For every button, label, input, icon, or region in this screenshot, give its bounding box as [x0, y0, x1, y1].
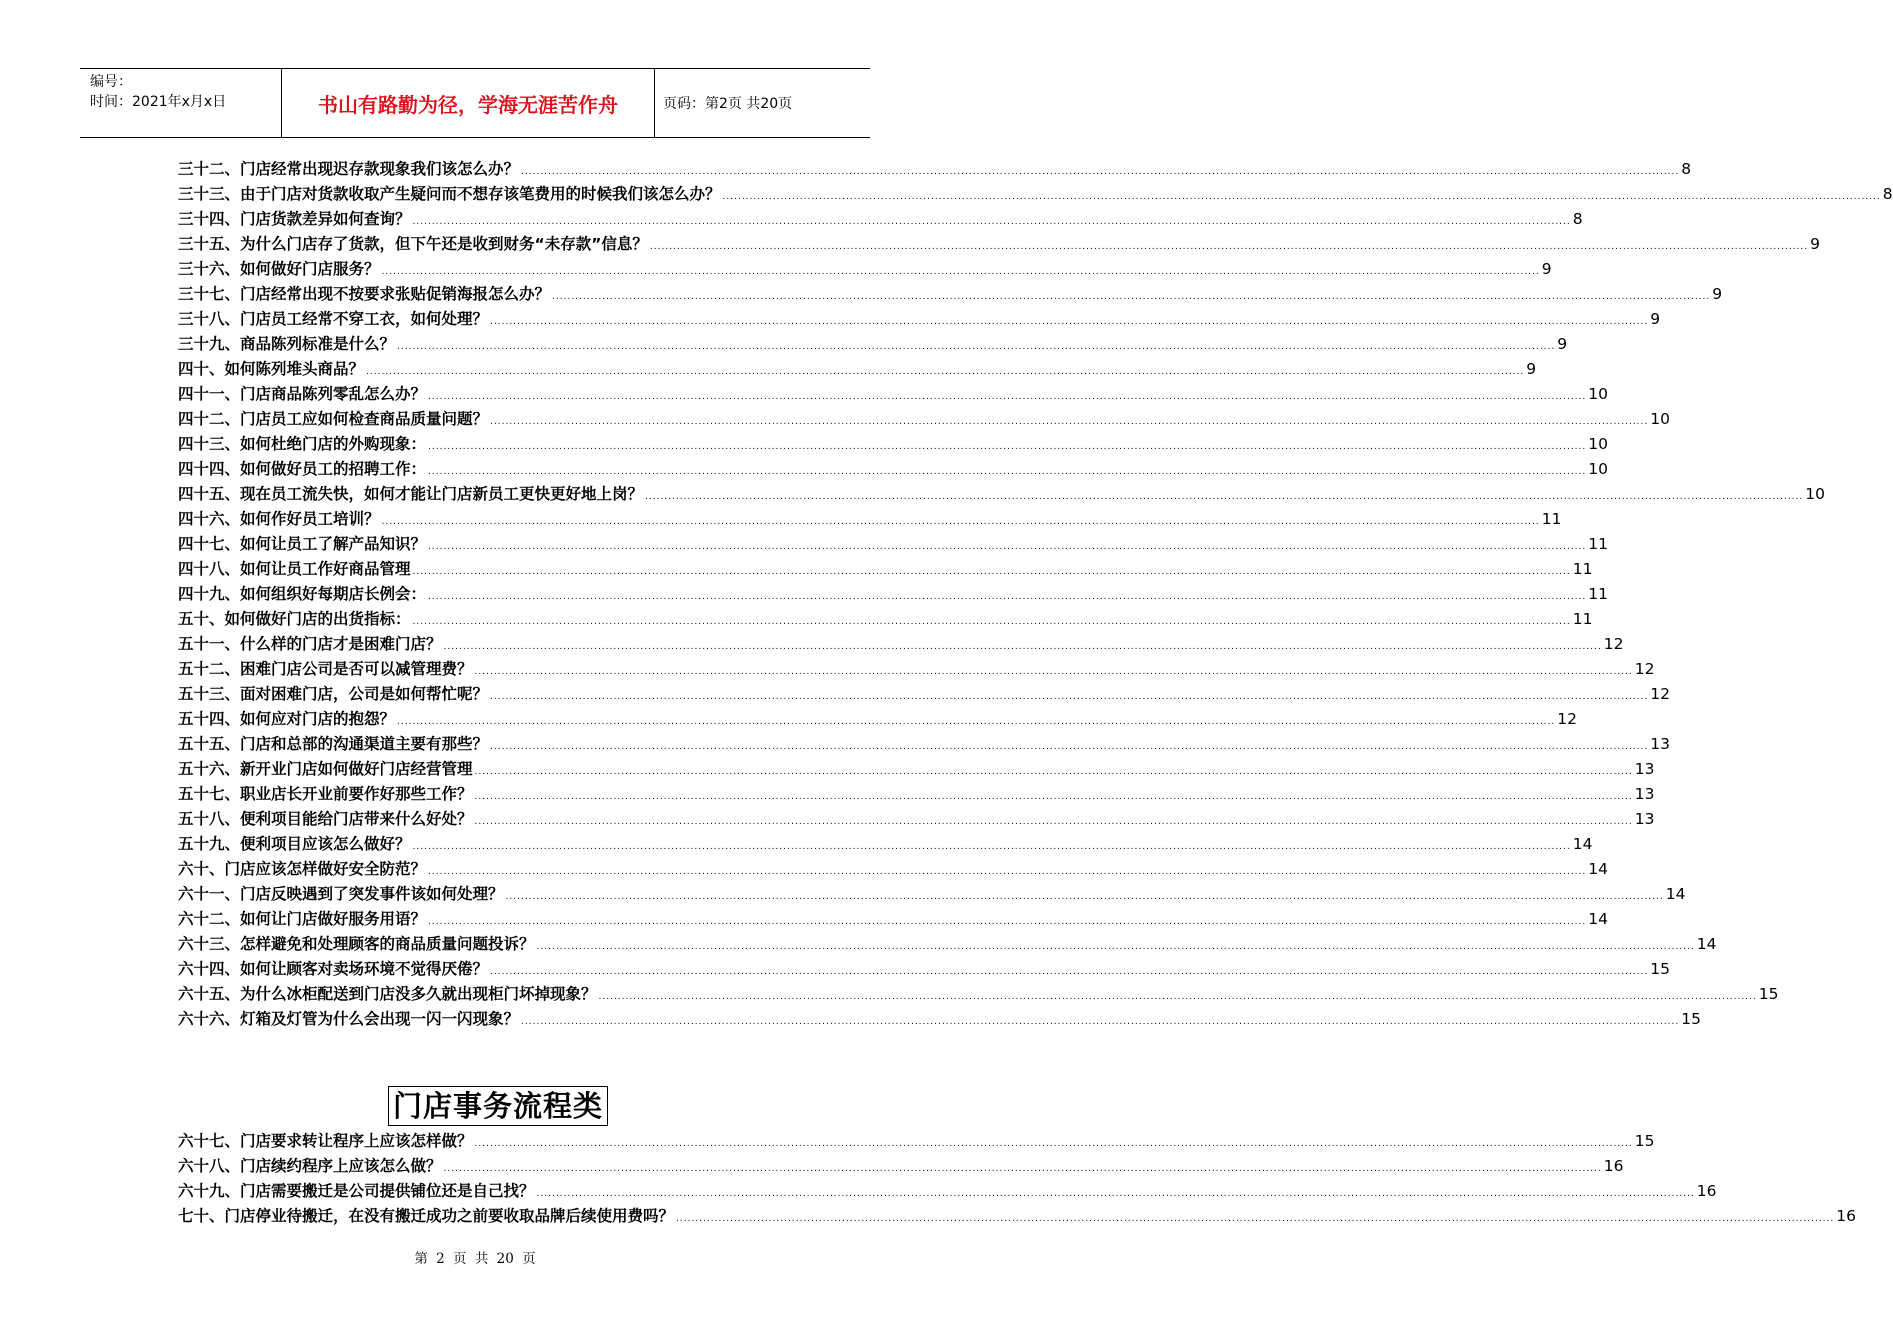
toc-leader-dots: ............................................................................................................................................................................................................................................................................................................: [490, 742, 1649, 752]
toc-entry[interactable]: [178, 357, 1537, 382]
toc-leader-dots: ............................................................................................................................................................................................................................................................................................................: [645, 492, 1804, 502]
toc-entry-title: 三十九、商品陈列标准是什么？: [178, 335, 396, 353]
toc-entry-page: 14: [1588, 860, 1609, 878]
toc-entry[interactable]: [178, 632, 1624, 657]
toc-leader-dots: ............................................................................................................................................................................................................................................................................................................: [536, 942, 1695, 952]
toc-entry-page: 9: [1650, 310, 1661, 328]
toc-entry-title: 四十一、门店商品陈列零乱怎么办？: [178, 385, 427, 403]
header-meta: [80, 69, 281, 137]
toc-entry-page: 11: [1588, 535, 1609, 553]
toc-entry-title: 三十二、门店经常出现迟存款现象我们该怎么办？: [178, 160, 520, 178]
toc-entry[interactable]: [178, 782, 1655, 807]
toc-entry-page: 10: [1588, 435, 1609, 453]
time-label: 时间：2021年x月x日: [90, 94, 227, 110]
toc-leader-dots: ............................................................................................................................................................................................................................................................................................................: [428, 442, 1587, 452]
toc-entry[interactable]: [178, 807, 1655, 832]
toc-entry[interactable]: [178, 457, 1609, 482]
toc-list-part1: [178, 157, 1893, 1032]
toc-leader-dots: ............................................................................................................................................................................................................................................................................................................: [428, 542, 1587, 552]
toc-entry-title: 五十二、困难门店公司是否可以减管理费？: [178, 660, 473, 678]
toc-entry-title: 三十六、如何做好门店服务？: [178, 260, 380, 278]
toc-entry-page: 10: [1588, 385, 1609, 403]
toc-entry-page: 12: [1650, 685, 1671, 703]
toc-entry-page: 12: [1634, 660, 1655, 678]
toc-entry-page: 9: [1810, 235, 1821, 253]
toc-entry[interactable]: [178, 607, 1593, 632]
toc-leader-dots: ............................................................................................................................................................................................................................................................................................................: [490, 967, 1649, 977]
toc-leader-dots: ............................................................................................................................................................................................................................................................................................................: [474, 1139, 1633, 1149]
toc-entry-page: 9: [1557, 335, 1568, 353]
toc-leader-dots: ............................................................................................................................................................................................................................................................................................................: [521, 167, 1680, 177]
toc-entry-title: 四十三、如何杜绝门店的外购现象：: [178, 435, 427, 453]
toc-entry-title: 四十四、如何做好员工的招聘工作：: [178, 460, 427, 478]
toc-leader-dots: ............................................................................................................................................................................................................................................................................................................: [443, 1164, 1602, 1174]
toc-entry-page: 13: [1634, 760, 1655, 778]
toc-entry[interactable]: [178, 182, 1893, 207]
toc-leader-dots: ............................................................................................................................................................................................................................................................................................................: [676, 1214, 1835, 1224]
toc-leader-dots: ............................................................................................................................................................................................................................................................................................................: [521, 1017, 1680, 1027]
toc-entry[interactable]: [178, 507, 1562, 532]
header-page-info: 页码：第2页 共20页: [663, 96, 793, 112]
toc-entry-title: 五十四、如何应对门店的抱怨？: [178, 710, 396, 728]
toc-entry-title: 六十一、门店反映遇到了突发事件该如何处理？: [178, 885, 504, 903]
toc-entry[interactable]: [178, 557, 1593, 582]
toc-entry[interactable]: [178, 582, 1609, 607]
toc-entry-title: 四十二、门店员工应如何检查商品质量问题？: [178, 410, 489, 428]
number-label: 编号：: [90, 74, 132, 90]
toc-entry[interactable]: [178, 532, 1609, 557]
toc-entry-page: 15: [1650, 960, 1671, 978]
toc-entry-title: 五十三、面对困难门店，公司是如何帮忙呢？: [178, 685, 489, 703]
toc-leader-dots: ............................................................................................................................................................................................................................................................................................................: [428, 867, 1587, 877]
toc-leader-dots: ............................................................................................................................................................................................................................................................................................................: [428, 917, 1587, 927]
toc-entry-title: 三十七、门店经常出现不按要求张贴促销海报怎么办？: [178, 285, 551, 303]
toc-entry-title: 六十六、灯箱及灯管为什么会出现一闪一闪现象？: [178, 1010, 520, 1028]
page-header: [80, 68, 870, 138]
toc-entry-page: 13: [1634, 810, 1655, 828]
toc-leader-dots: ............................................................................................................................................................................................................................................................................................................: [381, 267, 1540, 277]
toc-entry-title: 五十六、新开业门店如何做好门店经营管理: [178, 760, 473, 778]
toc-leader-dots: ............................................................................................................................................................................................................................................................................................................: [490, 317, 1649, 327]
toc-leader-dots: ............................................................................................................................................................................................................................................................................................................: [397, 717, 1556, 727]
toc-entry[interactable]: [178, 957, 1671, 982]
toc-entry-title: 四十六、如何作好员工培训？: [178, 510, 380, 528]
toc-entry-page: 8: [1681, 160, 1692, 178]
toc-entry[interactable]: [178, 682, 1671, 707]
toc-entry[interactable]: [178, 982, 1779, 1007]
toc-entry-page: 15: [1634, 1132, 1655, 1150]
toc-entry[interactable]: [178, 1204, 1857, 1229]
toc-leader-dots: ............................................................................................................................................................................................................................................................................................................: [598, 992, 1757, 1002]
toc-entry-page: 14: [1572, 835, 1593, 853]
toc-entry-title: 六十八、门店续约程序上应该怎么做？: [178, 1157, 442, 1175]
toc-entry[interactable]: [178, 282, 1723, 307]
toc-entry-title: 五十九、便利项目应该怎么做好？: [178, 835, 411, 853]
toc-leader-dots: ............................................................................................................................................................................................................................................................................................................: [505, 892, 1664, 902]
toc-entry-page: 16: [1836, 1207, 1857, 1225]
toc-entry-page: 13: [1634, 785, 1655, 803]
toc-entry[interactable]: [178, 432, 1609, 457]
toc-entry[interactable]: [178, 257, 1552, 282]
toc-leader-dots: ............................................................................................................................................................................................................................................................................................................: [397, 342, 1556, 352]
toc-entry-title: 六十二、如何让门店做好服务用语？: [178, 910, 427, 928]
toc-entry[interactable]: [178, 907, 1609, 932]
toc-entry-title: 三十五、为什么门店存了货款，但下午还是收到财务“未存款”信息？: [178, 235, 648, 253]
toc-entry-title: 五十五、门店和总部的沟通渠道主要有那些？: [178, 735, 489, 753]
toc-entry[interactable]: [178, 1007, 1702, 1032]
toc-entry-title: 六十、门店应该怎样做好安全防范？: [178, 860, 427, 878]
toc-entry-title: 五十、如何做好门店的出货指标：: [178, 610, 411, 628]
toc-entry-page: 9: [1712, 285, 1723, 303]
toc-entry-page: 14: [1665, 885, 1686, 903]
toc-leader-dots: ............................................................................................................................................................................................................................................................................................................: [412, 567, 1571, 577]
toc-entry-page: 12: [1557, 710, 1578, 728]
toc-leader-dots: ............................................................................................................................................................................................................................................................................................................: [381, 517, 1540, 527]
toc-entry-page: 8: [1882, 185, 1893, 203]
toc-entry[interactable]: [178, 757, 1655, 782]
toc-entry-page: 15: [1758, 985, 1779, 1003]
toc-entry[interactable]: [178, 232, 1821, 257]
toc-leader-dots: ............................................................................................................................................................................................................................................................................................................: [649, 242, 1809, 252]
toc-entry-page: 9: [1541, 260, 1552, 278]
toc-entry-title: 四十、如何陈列堆头商品？: [178, 360, 365, 378]
toc-entry-title: 三十三、由于门店对货款收取产生疑问而不想存该笔费用的时候我们该怎么办？: [178, 185, 721, 203]
toc-leader-dots: ............................................................................................................................................................................................................................................................................................................: [490, 692, 1649, 702]
toc-entry[interactable]: [178, 882, 1686, 907]
toc-list-part2: [178, 1129, 1857, 1229]
toc-entry-title: 六十四、如何让顾客对卖场环境不觉得厌倦？: [178, 960, 489, 978]
toc-entry[interactable]: [178, 832, 1593, 857]
toc-entry[interactable]: [178, 857, 1609, 882]
toc-leader-dots: ............................................................................................................................................................................................................................................................................................................: [722, 192, 1881, 202]
toc-entry-title: 六十七、门店要求转让程序上应该怎样做？: [178, 1132, 473, 1150]
toc-entry[interactable]: [178, 732, 1671, 757]
toc-entry-page: 11: [1572, 610, 1593, 628]
toc-entry-page: 14: [1696, 935, 1717, 953]
toc-entry[interactable]: [178, 1179, 1717, 1204]
toc-entry-page: 9: [1526, 360, 1537, 378]
toc-entry[interactable]: [178, 1129, 1655, 1154]
toc-entry-page: 15: [1681, 1010, 1702, 1028]
toc-entry[interactable]: [178, 332, 1568, 357]
toc-leader-dots: ............................................................................................................................................................................................................................................................................................................: [412, 842, 1571, 852]
toc-leader-dots: ............................................................................................................................................................................................................................................................................................................: [474, 667, 1633, 677]
toc-entry[interactable]: [178, 657, 1655, 682]
toc-entry[interactable]: [178, 382, 1609, 407]
toc-entry-page: 14: [1588, 910, 1609, 928]
toc-entry-page: 16: [1603, 1157, 1624, 1175]
toc-entry-title: 六十九、门店需要搬迁是公司提供铺位还是自己找？: [178, 1182, 535, 1200]
toc-leader-dots: ............................................................................................................................................................................................................................................................................................................: [474, 792, 1633, 802]
toc-entry[interactable]: [178, 707, 1578, 732]
toc-leader-dots: ............................................................................................................................................................................................................................................................................................................: [428, 467, 1587, 477]
toc-entry-page: 11: [1588, 585, 1609, 603]
toc-entry-page: 16: [1696, 1182, 1717, 1200]
toc-leader-dots: ............................................................................................................................................................................................................................................................................................................: [428, 592, 1587, 602]
toc-entry-title: 三十八、门店员工经常不穿工衣，如何处理？: [178, 310, 489, 328]
toc-entry-title: 七十、门店停业待搬迁，在没有搬迁成功之前要收取品牌后续使用费吗？: [178, 1207, 675, 1225]
toc-entry-page: 10: [1805, 485, 1826, 503]
toc-entry-title: 四十五、现在员工流失快，如何才能让门店新员工更快更好地上岗？: [178, 485, 644, 503]
toc-entry-page: 10: [1588, 460, 1609, 478]
toc-entry-page: 12: [1603, 635, 1624, 653]
toc-entry[interactable]: [178, 1154, 1624, 1179]
toc-leader-dots: ............................................................................................................................................................................................................................................................................................................: [412, 217, 1571, 227]
toc-leader-dots: ............................................................................................................................................................................................................................................................................................................: [490, 417, 1649, 427]
toc-leader-dots: ............................................................................................................................................................................................................................................................................................................: [412, 617, 1571, 627]
toc-entry[interactable]: [178, 482, 1826, 507]
toc-entry[interactable]: [178, 157, 1692, 182]
page-footer: 第 2 页 共 20 页: [414, 1251, 536, 1267]
toc-leader-dots: ............................................................................................................................................................................................................................................................................................................: [552, 292, 1711, 302]
toc-leader-dots: ............................................................................................................................................................................................................................................................................................................: [443, 642, 1602, 652]
toc-entry-title: 四十七、如何让员工了解产品知识？: [178, 535, 427, 553]
toc-leader-dots: ............................................................................................................................................................................................................................................................................................................: [366, 367, 1525, 377]
toc-entry-title: 五十七、职业店长开业前要作好那些工作？: [178, 785, 473, 803]
toc-leader-dots: ............................................................................................................................................................................................................................................................................................................: [536, 1189, 1695, 1199]
toc-entry[interactable]: [178, 932, 1717, 957]
toc-entry-title: 六十五、为什么冰柜配送到门店没多久就出现柜门坏掉现象？: [178, 985, 597, 1003]
toc-entry-page: 8: [1572, 210, 1583, 228]
toc-leader-dots: ............................................................................................................................................................................................................................................................................................................: [474, 817, 1633, 827]
toc-entry-page: 10: [1650, 410, 1671, 428]
toc-entry[interactable]: [178, 207, 1583, 232]
toc-entry[interactable]: [178, 407, 1671, 432]
toc-entry-title: 六十三、怎样避免和处理顾客的商品质量问题投诉？: [178, 935, 535, 953]
toc-entry-title: 四十九、如何组织好每期店长例会：: [178, 585, 427, 603]
header-motto: 书山有路勤为径，学海无涯苦作舟: [281, 69, 655, 137]
toc-entry[interactable]: [178, 307, 1661, 332]
toc-entry-title: 三十四、门店货款差异如何查询？: [178, 210, 411, 228]
toc-entry-title: 五十一、什么样的门店才是困难门店？: [178, 635, 442, 653]
section-title: 门店事务流程类: [388, 1086, 608, 1126]
toc-entry-title: 五十八、便利项目能给门店带来什么好处？: [178, 810, 473, 828]
toc-entry-title: 四十八、如何让员工作好商品管理: [178, 560, 411, 578]
toc-entry-page: 11: [1572, 560, 1593, 578]
toc-entry-page: 11: [1541, 510, 1562, 528]
toc-leader-dots: ............................................................................................................................................................................................................................................................................................................: [474, 767, 1633, 777]
toc-entry-page: 13: [1650, 735, 1671, 753]
toc-leader-dots: ............................................................................................................................................................................................................................................................................................................: [428, 392, 1587, 402]
